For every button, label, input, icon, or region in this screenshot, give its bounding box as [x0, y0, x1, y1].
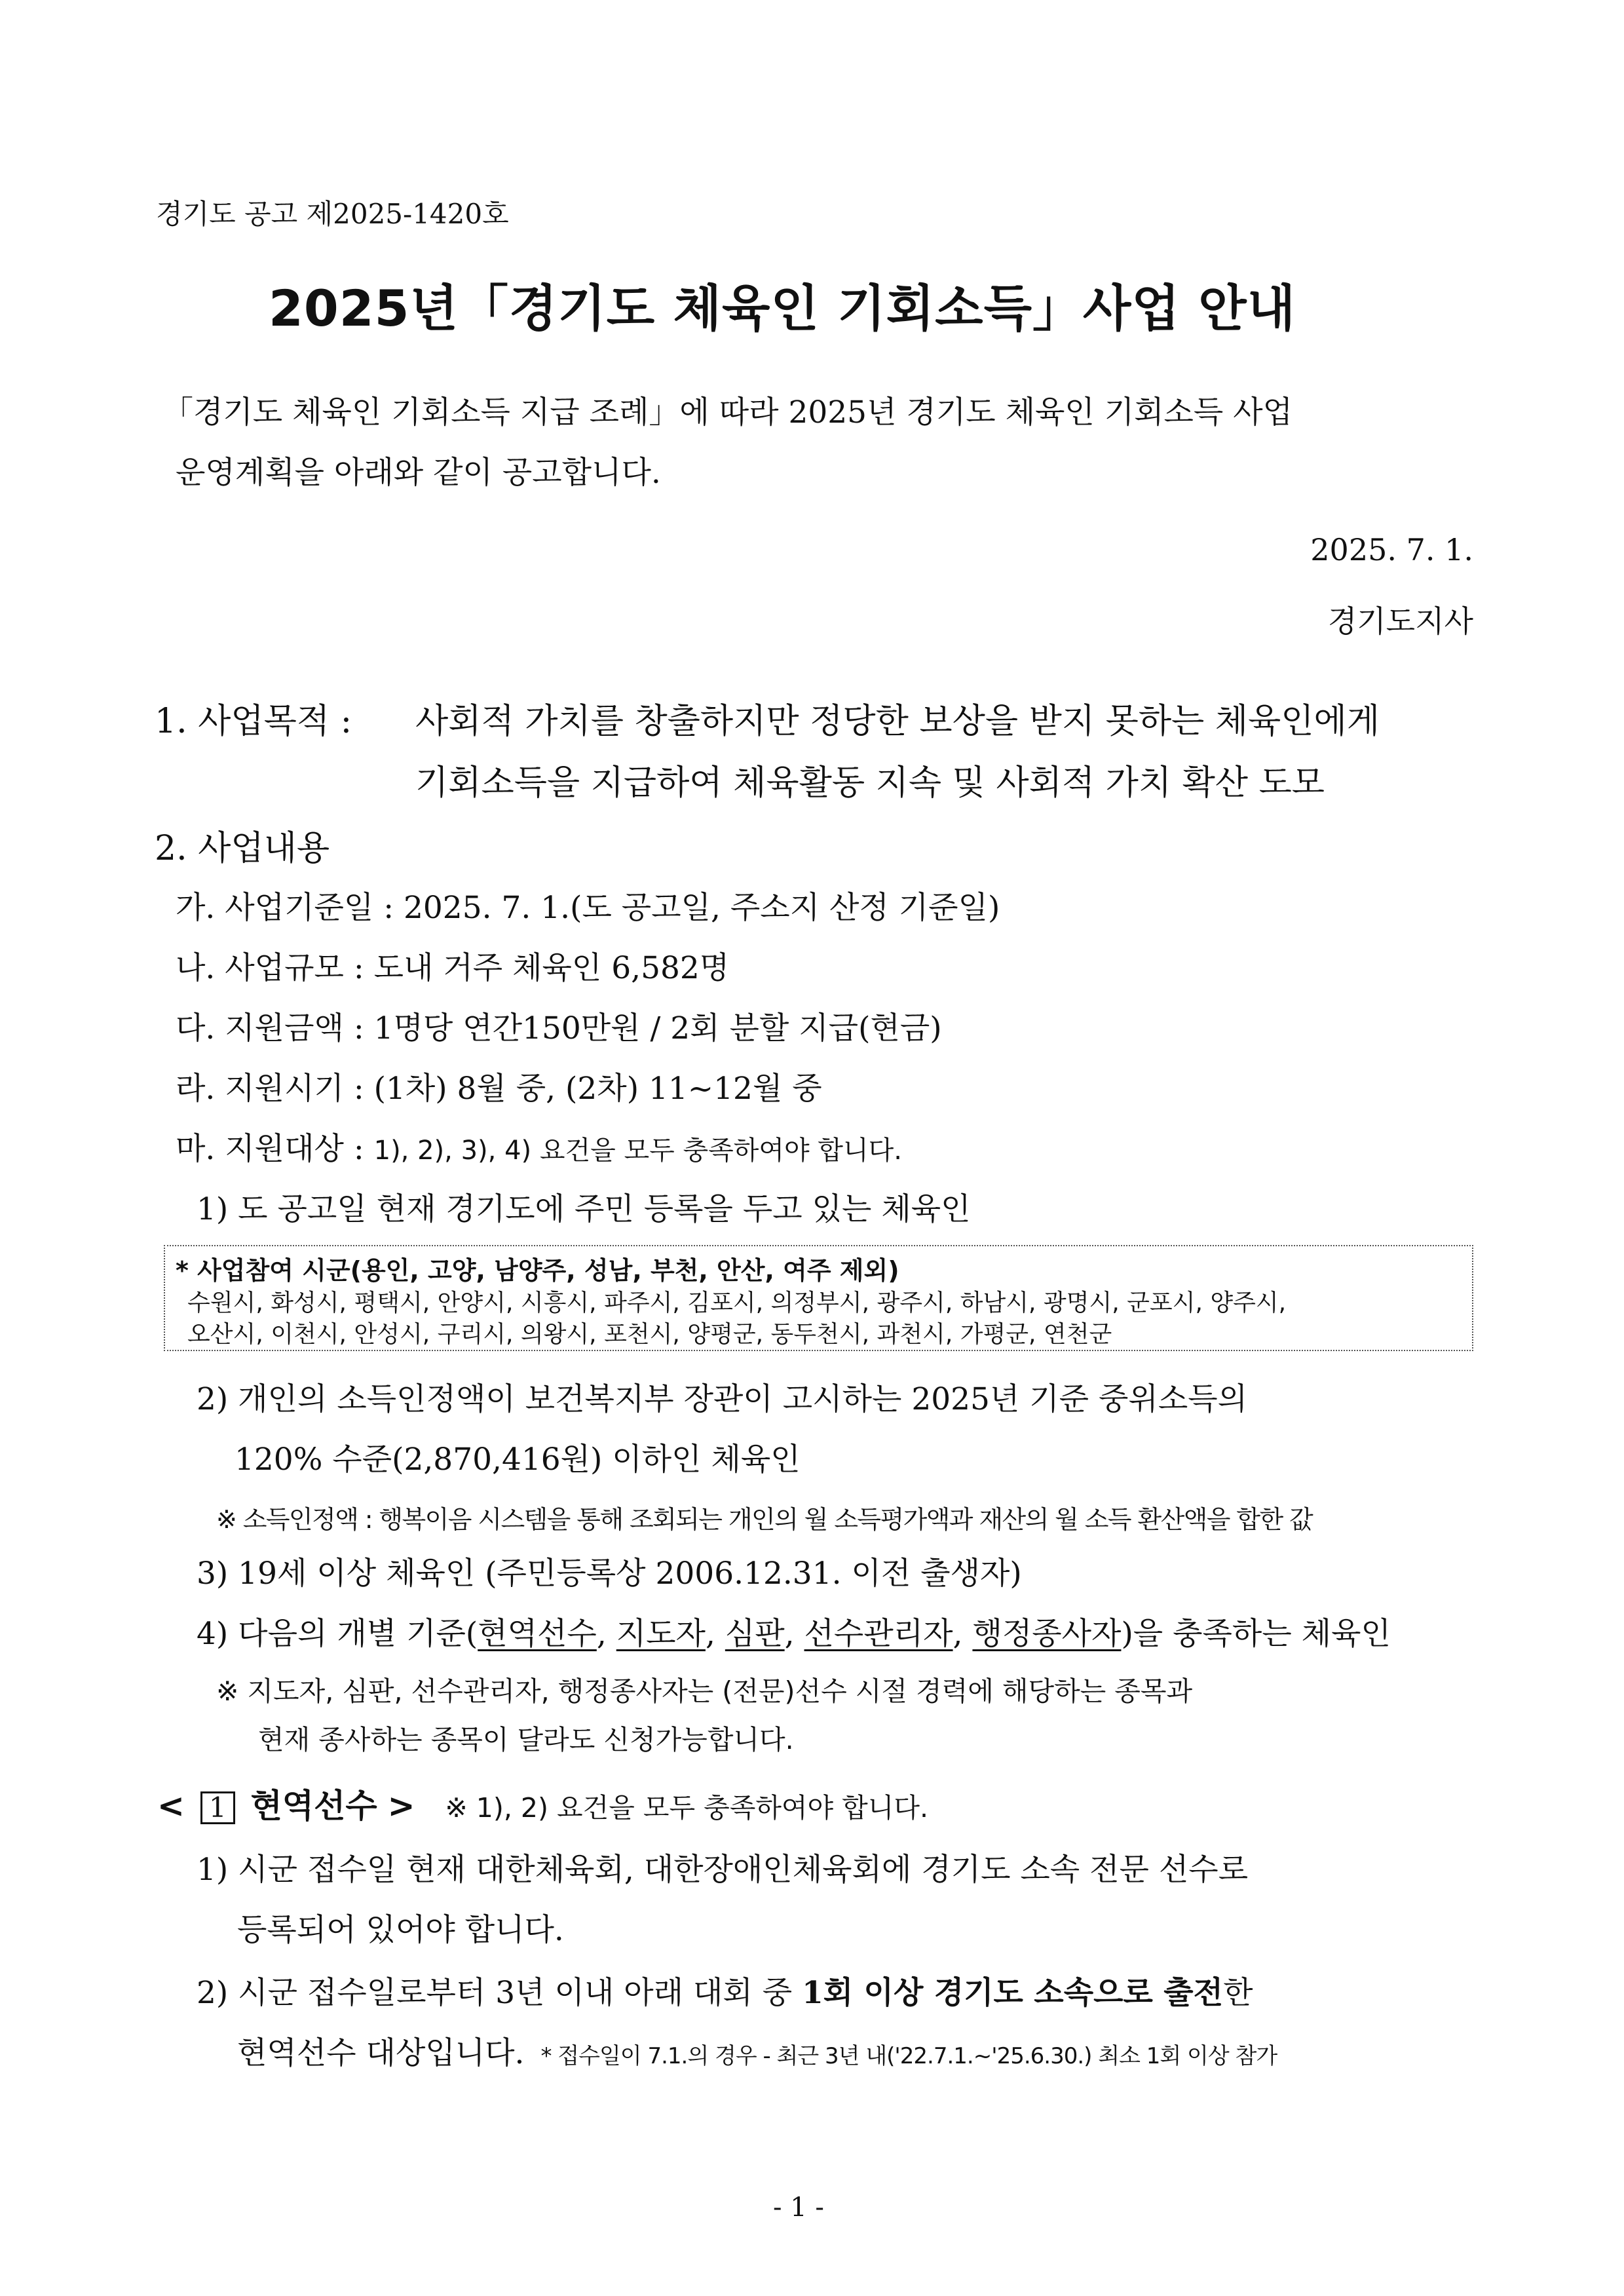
criteria-manager: 선수관리자 — [804, 1616, 953, 1652]
athlete-close-bracket: > — [387, 1787, 415, 1825]
criteria-sep-3: , — [784, 1616, 804, 1652]
athlete-item-2-line-2 — [237, 2029, 1277, 2073]
criteria-sep-1: , — [596, 1616, 616, 1652]
item-ra: 라. 지원시기 : (1차) 8월 중, (2차) 11~12월 중 — [176, 1071, 822, 1107]
requirement-4 — [197, 1609, 1391, 1653]
item-ma-prefix: 마. 지원대상 : — [176, 1131, 364, 1167]
requirement-4-prefix: 4) 다음의 개별 기준( — [197, 1616, 478, 1652]
page-number: - 1 - — [773, 2192, 824, 2223]
athlete-item-2-note: * 접수일이 7.1.의 경우 - 최근 3년 내('22.7.1.~'25.6.30.) 최소 1회 이상 참가 — [540, 2043, 1277, 2069]
participating-cities-line-1: 수원시, 화성시, 평택시, 안양시, 시흥시, 파주시, 김포시, 의정부시, 광주시, 하남시, 광명시, 군포시, 양주시, — [187, 1290, 1287, 1316]
athlete-item-1-line-2: 등록되어 있어야 합니다. — [237, 1912, 564, 1948]
item-ma — [176, 1124, 902, 1168]
athlete-note: ※ 1), 2) 요건을 모두 충족하여야 합니다. — [445, 1792, 929, 1824]
item-ma-suffix: 1), 2), 3), 4) 요건을 모두 충족하여야 합니다. — [373, 1136, 903, 1166]
requirement-4-note-1: ※ 지도자, 심판, 선수관리자, 행정종사자는 (전문)선수 시절 경력에 해당하는 종목과 — [216, 1675, 1193, 1707]
requirement-1: 1) 도 공고일 현재 경기도에 주민 등록을 두고 있는 체육인 — [197, 1191, 971, 1227]
requirement-3: 3) 19세 이상 체육인 (주민등록상 2006.12.31. 이전 출생자) — [197, 1556, 1022, 1592]
athlete-item-2-bold: 1회 이상 경기도 소속으로 출전 — [802, 1975, 1224, 2011]
participating-cities-title: * 사업참여 시군(용인, 고양, 남양주, 성남, 부천, 안산, 여주 제외) — [176, 1256, 899, 1285]
criteria-referee: 심판 — [725, 1616, 785, 1652]
athlete-item-1-line-1: 1) 시군 접수일 현재 대한체육회, 대한장애인체육회에 경기도 소속 전문 선수로 — [197, 1852, 1249, 1888]
requirement-4-note-2: 현재 종사하는 종목이 달라도 신청가능합니다. — [258, 1724, 794, 1755]
criteria-sep-2: , — [705, 1616, 725, 1652]
athlete-item-2-text-2: 현역선수 대상입니다. — [237, 2035, 525, 2071]
intro-line-1: 「경기도 체육인 기회소득 지급 조례」에 따라 2025년 경기도 체육인 기회소득 사업 — [162, 394, 1293, 430]
athlete-item-2-line-1 — [197, 1968, 1253, 2012]
criteria-coach: 지도자 — [616, 1616, 706, 1652]
requirement-2-line-1: 2) 개인의 소득인정액이 보건복지부 장관이 고시하는 2025년 기준 중위소득의 — [197, 1381, 1248, 1417]
purpose-line-2: 기회소득을 지급하여 체육활동 지속 및 사회적 가치 확산 도모 — [415, 763, 1325, 803]
athlete-heading — [157, 1780, 928, 1827]
purpose-label: 1. 사업목적 : — [155, 702, 352, 741]
athlete-title: 현역선수 — [250, 1787, 377, 1825]
athlete-item-2-text-a: 2) 시군 접수일로부터 3년 이내 아래 대회 중 — [197, 1975, 803, 2011]
requirement-4-suffix: )을 충족하는 체육인 — [1121, 1616, 1391, 1652]
purpose-line-1: 사회적 가치를 창출하지만 정당한 보상을 받지 못하는 체육인에게 — [415, 702, 1380, 741]
item-da: 다. 지원금액 : 1명당 연간150만원 / 2회 분할 지급(현금) — [176, 1010, 942, 1046]
athlete-item-2-text-c: 한 — [1223, 1975, 1253, 2011]
criteria-sep-4: , — [953, 1616, 973, 1652]
intro-line-2: 운영계획을 아래와 같이 공고합니다. — [176, 455, 661, 491]
criteria-admin: 행정종사자 — [972, 1616, 1122, 1652]
notice-date: 2025. 7. 1. — [1310, 532, 1473, 567]
income-note: ※ 소득인정액 : 행복이음 시스템을 통해 조회되는 개인의 월 소득평가액과 재산의 월 소득 환산액을 합한 값 — [216, 1505, 1313, 1534]
requirement-2-line-2: 120% 수준(2,870,416원) 이하인 체육인 — [235, 1442, 801, 1478]
item-ga: 가. 사업기준일 : 2025. 7. 1.(도 공고일, 주소지 산정 기준일) — [176, 890, 1000, 926]
issuer: 경기도지사 — [1327, 603, 1473, 639]
content-heading: 2. 사업내용 — [155, 829, 330, 868]
document-title: 2025년「경기도 체육인 기회소득」사업 안내 — [269, 279, 1296, 337]
item-na: 나. 사업규모 : 도내 거주 체육인 6,582명 — [176, 950, 730, 986]
participating-cities-line-2: 오산시, 이천시, 안성시, 구리시, 의왕시, 포천시, 양평군, 동두천시, 과천시, 가평군, 연천군 — [187, 1321, 1112, 1348]
notice-number: 경기도 공고 제2025-1420호 — [156, 198, 509, 230]
athlete-number-box: 1 — [200, 1791, 235, 1824]
criteria-athlete: 현역선수 — [478, 1616, 597, 1652]
athlete-open-bracket: < — [157, 1787, 185, 1825]
